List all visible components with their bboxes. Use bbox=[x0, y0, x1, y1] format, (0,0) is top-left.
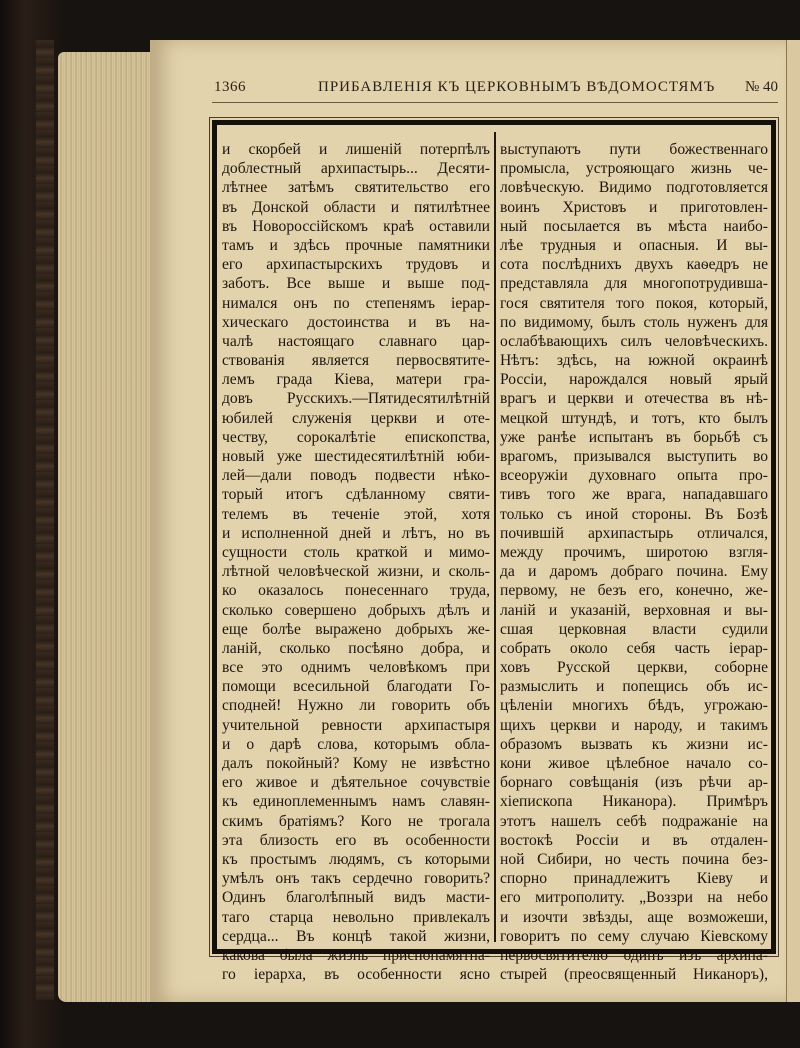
facing-page-edge bbox=[786, 40, 800, 1002]
text-line: и исполненной дней и лѣтъ, но въ bbox=[222, 524, 490, 542]
text-line: почившій архипастырь отличался, bbox=[500, 524, 768, 542]
text-line: новый уже шестидесятилѣтній юби- bbox=[222, 448, 490, 465]
text-line: далъ покойный? Кому не извѣстно bbox=[222, 755, 490, 772]
text-line: да и даромъ добраго почина. Ему bbox=[500, 563, 768, 581]
running-header bbox=[210, 79, 780, 103]
text-line: воинъ Христовъ и приготовлен- bbox=[500, 198, 768, 216]
text-line: сущности столь краткой и мимо- bbox=[222, 543, 490, 561]
text-line: учительной ревности архипастыря bbox=[222, 716, 490, 734]
text-line: размыслить и попещись объ ис- bbox=[500, 678, 768, 696]
text-line: уже ранѣе испытанъ въ борьбѣ съ bbox=[500, 428, 768, 446]
text-line: Нѣтъ: здѣсь, на южной окраинѣ bbox=[500, 352, 768, 370]
text-line: ной Сибири, но честь почина без- bbox=[500, 850, 768, 868]
text-line: къ простымъ людямъ, съ которыми bbox=[222, 850, 490, 868]
text-line: тивъ того же врага, нападавшаго bbox=[500, 486, 768, 504]
text-line: сподней! Нужно ли говорить объ bbox=[222, 697, 490, 715]
text-line: сколько совершено добрыхъ дѣлъ и bbox=[222, 601, 490, 619]
book-spine bbox=[0, 0, 62, 1048]
text-line: ослабѣвающихъ силъ человѣческихъ. bbox=[500, 332, 768, 350]
text-line: заботъ. Все выше и выше под- bbox=[222, 275, 490, 293]
text-line: телемъ въ теченіе этой, хотя bbox=[222, 505, 490, 523]
text-line: сота послѣднихъ двухъ каѳедръ не bbox=[500, 256, 768, 274]
text-line: въ Новороссійскомъ краѣ оставили bbox=[222, 217, 490, 235]
text-line: ствованія является первосвятите- bbox=[222, 352, 490, 370]
text-line: доблестный архипастырь... Десяти- bbox=[222, 160, 490, 178]
text-line: нимался онъ по степенямъ іерар- bbox=[222, 294, 490, 312]
text-column-right bbox=[500, 140, 768, 984]
text-line: лей—дали поводъ подвести нѣко- bbox=[222, 467, 490, 485]
text-line: и о дарѣ слова, которымъ обла- bbox=[222, 735, 490, 753]
text-line: Россіи, нарождался новый ярый bbox=[500, 371, 768, 389]
text-line: Одинъ благолѣпный видъ масти- bbox=[222, 889, 490, 907]
column-divider bbox=[494, 132, 496, 942]
text-line: промысла, устрояющаго жизнь че- bbox=[500, 160, 768, 178]
text-line: говоритъ по сему случаю Кіевскому bbox=[500, 927, 768, 945]
text-line: выступаютъ пути божественнаго bbox=[500, 141, 768, 158]
text-line: въ Донской области и пятилѣтнее bbox=[222, 198, 490, 216]
text-line: сшая церковная власти судили bbox=[500, 620, 768, 638]
text-line: его митрополиту. „Воззри на небо bbox=[500, 889, 768, 907]
text-line: только съ иной стороны. Въ Бозѣ bbox=[500, 505, 768, 523]
text-line: помощи всесильной благодати Го- bbox=[222, 678, 490, 696]
text-line: умѣлъ онъ такъ сердечно говорить? bbox=[222, 870, 490, 888]
text-line: врагъ и церкви и отечества въ нѣ- bbox=[500, 390, 768, 408]
text-line: этотъ нашелъ себѣ подражаніе на bbox=[500, 812, 768, 830]
text-line: борнаго совѣщанія (изъ рѣчи ар- bbox=[500, 774, 768, 792]
text-line: лѣтной человѣческой жизни, и сколь- bbox=[222, 563, 490, 581]
text-line: ланій и указаній, верховная и вы- bbox=[500, 601, 768, 619]
text-line: первосвятителю одинъ изъ архипа- bbox=[500, 946, 768, 964]
header-rule bbox=[212, 102, 778, 103]
text-line: торый итогъ сдѣланному святи- bbox=[222, 486, 490, 504]
text-line: лемъ града Кіева, матери гра- bbox=[222, 371, 490, 389]
text-line: ловѣческую. Видимо подготовляется bbox=[500, 179, 768, 197]
text-line: ланій, сколько посѣяно добра, и bbox=[222, 639, 490, 657]
text-line: какова была жизнь приснопамятна- bbox=[222, 946, 490, 964]
text-line: образомъ вызвать къ жизни ис- bbox=[500, 735, 768, 753]
text-line: мецкой штундѣ, и тотъ, кто былъ bbox=[500, 409, 768, 427]
text-line: довъ Русскихъ.—Пятидесятилѣтній bbox=[222, 390, 490, 408]
issue-number: № 40 bbox=[744, 79, 778, 95]
text-line: и изочти звѣзды, аще возможеши, bbox=[500, 908, 768, 926]
text-line: стырей (преосвященный Никаноръ), bbox=[500, 966, 768, 984]
text-line: го іерарха, въ особенности ясно bbox=[222, 966, 490, 984]
journal-title: ПРИБАВЛЕНІЯ КЪ ЦЕРКОВНЫМЪ ВѢДОМОСТЯМЪ bbox=[318, 79, 716, 95]
text-line: лѣтнее затѣмъ святительство его bbox=[222, 179, 490, 197]
text-line: скимъ братіямъ? Кого не трогала bbox=[222, 812, 490, 830]
text-line: гося святителя того покоя, который, bbox=[500, 294, 768, 312]
text-line: кони живое цѣлебное начало со- bbox=[500, 755, 768, 772]
spine-binding bbox=[36, 40, 54, 1000]
text-line: честву, сорокалѣтіе епископства, bbox=[222, 428, 490, 446]
text-line: его живое и дѣятельное сочувствіе bbox=[222, 774, 490, 792]
text-line: спорно принадлежитъ Кіеву и bbox=[500, 870, 768, 888]
text-line: еще болѣе выражено добрыхъ же- bbox=[222, 620, 490, 638]
text-line: таго старца невольно привлекалъ bbox=[222, 908, 490, 926]
text-line: ный посылается въ мѣста наибо- bbox=[500, 217, 768, 235]
text-line: хическаго достоинства и въ на- bbox=[222, 313, 490, 331]
text-line: тамъ и здѣсь прочные памятники bbox=[222, 236, 490, 254]
text-line: юбилей служенія церкви и оте- bbox=[222, 409, 490, 427]
text-line: его архипастырскихъ трудовъ и bbox=[222, 256, 490, 274]
text-line: къ единоплеменнымъ намъ славян- bbox=[222, 793, 490, 811]
page-number: 1366 bbox=[214, 79, 246, 95]
text-line: по видимому, былъ столь нуженъ для bbox=[500, 313, 768, 331]
text-line: востокѣ Россіи и въ отдален- bbox=[500, 831, 768, 849]
text-line: всеоружіи духовнаго опыта про- bbox=[500, 467, 768, 485]
text-column-left bbox=[222, 140, 490, 984]
text-line: ко оказалось понесеннаго труда, bbox=[222, 582, 490, 600]
text-line: все это однимъ человѣкомъ при bbox=[222, 659, 490, 677]
text-line: сердца... Въ концѣ такой жизни, bbox=[222, 927, 490, 945]
page-edges bbox=[58, 52, 154, 1002]
text-line: первому, не безъ его, конечно, же- bbox=[500, 582, 768, 600]
text-line: между прочимъ, широтою взгля- bbox=[500, 543, 768, 561]
text-line: представляла для многопотрудивша- bbox=[500, 275, 768, 293]
text-line: эта близость его въ особенности bbox=[222, 831, 490, 849]
text-line: лѣе трудныя и опасныя. И вы- bbox=[500, 236, 768, 254]
text-line: цѣленіи многихъ бѣдъ, угрожаю- bbox=[500, 697, 768, 715]
text-line: и скорбей и лишеній потерпѣлъ bbox=[222, 141, 490, 158]
text-line: чалѣ настоящаго славнаго цар- bbox=[222, 332, 490, 350]
text-line: врагомъ, призывался выступить во bbox=[500, 448, 768, 465]
text-line: ховъ Русской церкви, соборне bbox=[500, 659, 768, 677]
text-line: хіепископа Никанора). Примѣръ bbox=[500, 793, 768, 811]
text-line: щихъ церкви и народу, и такимъ bbox=[500, 716, 768, 734]
text-line: собрать около себя часть іерар- bbox=[500, 639, 768, 657]
